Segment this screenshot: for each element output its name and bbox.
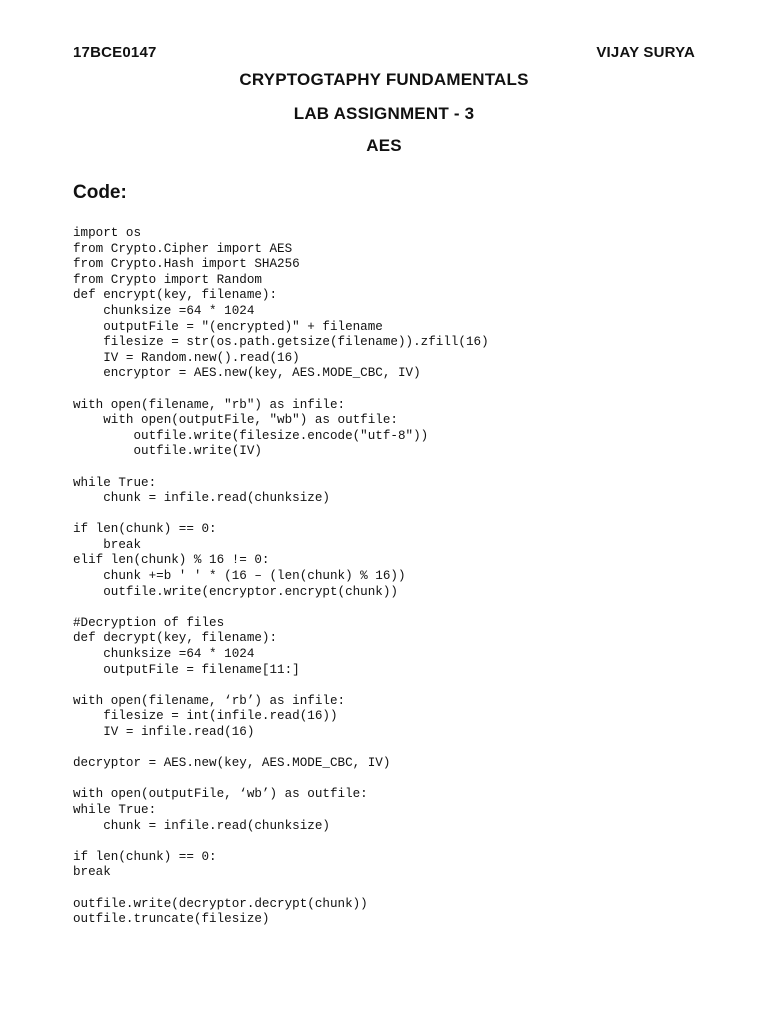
code-line: if len(chunk) == 0:	[73, 849, 217, 864]
code-line: with open(filename, "rb") as infile:	[73, 397, 346, 412]
code-line: outputFile = "(encrypted)" + filename	[73, 319, 383, 334]
code-line: filesize = int(infile.read(16))	[73, 709, 338, 724]
code-line: chunksize =64 * 1024	[73, 647, 255, 662]
code-line: from Crypto import Random	[73, 272, 262, 287]
code-line: chunk +=b ' ' * (16 – (len(chunk) % 16))	[73, 569, 406, 584]
code-line	[73, 460, 489, 476]
code-line: import os	[73, 226, 142, 240]
code-line: IV = Random.new().read(16)	[73, 350, 300, 365]
code-line: from Crypto.Hash import SHA256	[73, 257, 300, 272]
code-line	[73, 772, 489, 788]
course-title: CRYPTOGTAPHY FUNDAMENTALS	[239, 70, 529, 89]
code-line	[73, 881, 489, 897]
code-line: encryptor = AES.new(key, AES.MODE_CBC, IV)	[73, 366, 421, 381]
code-line	[73, 678, 489, 694]
code-line: #Decryption of files	[73, 615, 225, 630]
code-line: def encrypt(key, filename):	[73, 288, 278, 303]
code-line: with open(outputFile, "wb") as outfile:	[73, 413, 398, 428]
student-name: VIJAY SURYA	[596, 44, 695, 61]
code-line: if len(chunk) == 0:	[73, 522, 217, 537]
code-line	[73, 382, 489, 398]
code-line: def decrypt(key, filename):	[73, 631, 278, 646]
code-line: with open(outputFile, ‘wb’) as outfile:	[73, 787, 368, 802]
code-line: IV = infile.read(16)	[73, 725, 255, 739]
student-id: 17BCE0147	[73, 44, 157, 61]
code-line	[73, 600, 489, 616]
code-line: outfile.write(encryptor.encrypt(chunk))	[73, 584, 398, 599]
code-line: outfile.write(decryptor.decrypt(chunk))	[73, 896, 368, 911]
code-line: break	[73, 537, 142, 552]
code-line: chunk = infile.read(chunksize)	[73, 491, 330, 506]
code-line: outfile.write(IV)	[73, 444, 262, 459]
code-line: outfile.write(filesize.encode("utf-8"))	[73, 428, 429, 443]
code-line: outputFile = filename[11:]	[73, 662, 300, 677]
code-line: from Crypto.Cipher import AES	[73, 241, 293, 256]
code-line: chunk = infile.read(chunksize)	[73, 818, 330, 833]
code-line: filesize = str(os.path.getsize(filename)).zfill(16)	[73, 335, 489, 350]
code-block	[73, 226, 489, 928]
code-line: while True:	[73, 475, 157, 490]
code-heading: Code:	[73, 182, 127, 203]
code-line	[73, 507, 489, 523]
code-line: with open(filename, ‘rb’) as infile:	[73, 693, 346, 708]
code-line: chunksize =64 * 1024	[73, 303, 255, 318]
code-line: while True:	[73, 802, 157, 817]
code-line: break	[73, 865, 111, 880]
assignment-title: LAB ASSIGNMENT - 3	[293, 104, 475, 123]
code-line: elif len(chunk) % 16 != 0:	[73, 553, 270, 568]
code-line	[73, 834, 489, 850]
topic-title: AES	[366, 136, 402, 155]
code-line: outfile.truncate(filesize)	[73, 912, 270, 927]
code-line: decryptor = AES.new(key, AES.MODE_CBC, IV)	[73, 756, 391, 771]
code-line	[73, 741, 489, 757]
